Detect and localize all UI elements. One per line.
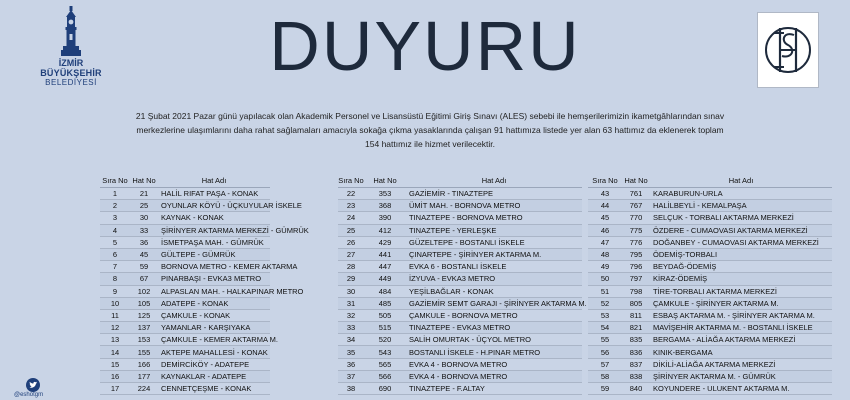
cell-hat-no: 515	[364, 322, 406, 334]
cell-hat-no: 353	[364, 188, 406, 200]
table-row	[100, 334, 270, 346]
column-header-hat-no: Hat No	[130, 173, 158, 188]
cell-hat-no: 795	[622, 248, 650, 260]
cell-hat-adi: ÖZDERE - CUMAOVASI AKTARMA MERKEZİ	[650, 224, 832, 236]
cell-sira-no: 45	[588, 212, 622, 224]
cell-hat-no: 566	[364, 370, 406, 382]
table-header-row	[588, 173, 832, 188]
cell-hat-adi: KİRAZ-ÖDEMİŞ	[650, 273, 832, 285]
cell-sira-no: 17	[100, 383, 130, 395]
table-row	[100, 297, 270, 309]
cell-sira-no: 26	[338, 236, 364, 248]
cell-hat-adi: ÖDEMİŞ-TORBALI	[650, 248, 832, 260]
table-row	[588, 346, 832, 358]
cell-hat-adi: MAVİŞEHİR AKTARMA M. - BOSTANLI İSKELE	[650, 322, 832, 334]
cell-hat-no: 153	[130, 334, 158, 346]
table-row	[338, 370, 582, 382]
column-header-hat-adi: Hat Adı	[406, 173, 582, 188]
route-table-3	[588, 173, 832, 395]
cell-sira-no: 23	[338, 200, 364, 212]
table-row	[588, 261, 832, 273]
cell-hat-adi: AKTEPE MAHALLESİ - KONAK	[158, 346, 270, 358]
cell-hat-adi: ÇAMKULE - BORNOVA METRO	[406, 309, 582, 321]
cell-hat-no: 543	[364, 346, 406, 358]
cell-sira-no: 57	[588, 358, 622, 370]
cell-hat-adi: ADATEPE - KONAK	[158, 297, 270, 309]
cell-sira-no: 56	[588, 346, 622, 358]
table-row	[588, 224, 832, 236]
cell-hat-no: 767	[622, 200, 650, 212]
table-row	[338, 261, 582, 273]
cell-hat-adi: TINAZTEPE - YERLEŞKE	[406, 224, 582, 236]
cell-hat-adi: EVKA 6 - BOSTANLI İSKELE	[406, 261, 582, 273]
cell-hat-no: 25	[130, 200, 158, 212]
cell-hat-no: 36	[130, 236, 158, 248]
cell-hat-no: 125	[130, 309, 158, 321]
cell-sira-no: 9	[100, 285, 130, 297]
table-row	[338, 334, 582, 346]
eshot-monogram-icon	[758, 13, 818, 87]
cell-hat-no: 166	[130, 358, 158, 370]
cell-sira-no: 29	[338, 273, 364, 285]
cell-hat-adi: YAMANLAR - KARŞIYAKA	[158, 322, 270, 334]
cell-hat-adi: OYUNLAR KÖYÜ - ÜÇKUYULAR İSKELE	[158, 200, 270, 212]
logo-city: İZMİR	[58, 58, 84, 68]
cell-sira-no: 8	[100, 273, 130, 285]
cell-hat-no: 770	[622, 212, 650, 224]
cell-hat-no: 485	[364, 297, 406, 309]
page-title: DUYURU	[269, 7, 581, 85]
cell-hat-no: 838	[622, 370, 650, 382]
cell-hat-no: 836	[622, 346, 650, 358]
table-row	[100, 236, 270, 248]
cell-sira-no: 55	[588, 334, 622, 346]
cell-hat-adi: GAZİEMİR - TINAZTEPE	[406, 188, 582, 200]
cell-hat-no: 837	[622, 358, 650, 370]
table-row	[588, 188, 832, 200]
cell-sira-no: 30	[338, 285, 364, 297]
table-row	[100, 261, 270, 273]
cell-sira-no: 2	[100, 200, 130, 212]
cell-sira-no: 28	[338, 261, 364, 273]
table-row	[100, 224, 270, 236]
cell-hat-no: 811	[622, 309, 650, 321]
cell-hat-adi: BEYDAĞ-ÖDEMİŞ	[650, 261, 832, 273]
cell-hat-no: 21	[130, 188, 158, 200]
cell-hat-adi: ÇAMKULE - ŞİRİNYER AKTARMA M.	[650, 297, 832, 309]
cell-hat-adi: YEŞİLBAĞLAR - KONAK	[406, 285, 582, 297]
table-row	[338, 309, 582, 321]
cell-hat-no: 105	[130, 297, 158, 309]
cell-sira-no: 15	[100, 358, 130, 370]
cell-hat-adi: ÇINARTEPE - ŞİRİNYER AKTARMA M.	[406, 248, 582, 260]
table-row	[338, 322, 582, 334]
cell-sira-no: 34	[338, 334, 364, 346]
cell-hat-adi: EVKA 4 - BORNOVA METRO	[406, 370, 582, 382]
cell-hat-no: 137	[130, 322, 158, 334]
column-header-sira-no: Sıra No	[588, 173, 622, 188]
cell-sira-no: 7	[100, 261, 130, 273]
cell-hat-adi: KAYNAK - KONAK	[158, 212, 270, 224]
cell-hat-no: 155	[130, 346, 158, 358]
cell-hat-adi: ŞİRİNYER AKTARMA M. - GÜMRÜK	[650, 370, 832, 382]
table-row	[100, 346, 270, 358]
cell-hat-adi: SALİH OMURTAK - ÜÇYOL METRO	[406, 334, 582, 346]
table-row	[588, 383, 832, 395]
cell-sira-no: 36	[338, 358, 364, 370]
cell-sira-no: 13	[100, 334, 130, 346]
table-row	[588, 297, 832, 309]
cell-sira-no: 58	[588, 370, 622, 382]
cell-hat-no: 761	[622, 188, 650, 200]
cell-hat-no: 177	[130, 370, 158, 382]
cell-sira-no: 37	[338, 370, 364, 382]
cell-hat-adi: GAZİEMİR SEMT GARAJI - ŞİRİNYER AKTARMA M.	[406, 297, 582, 309]
cell-sira-no: 33	[338, 322, 364, 334]
column-header-hat-no: Hat No	[364, 173, 406, 188]
table-row	[338, 273, 582, 285]
table-row	[588, 358, 832, 370]
cell-hat-adi: ÜMİT MAH. - BORNOVA METRO	[406, 200, 582, 212]
table-row	[100, 188, 270, 200]
cell-hat-no: 797	[622, 273, 650, 285]
cell-hat-adi: BORNOVA METRO - KEMER AKTARMA	[158, 261, 270, 273]
cell-hat-adi: TİRE-TORBALI AKTARMA MERKEZİ	[650, 285, 832, 297]
table-row	[338, 200, 582, 212]
table-row	[338, 188, 582, 200]
cell-hat-adi: ÇAMKULE - KEMER AKTARMA M.	[158, 334, 270, 346]
cell-sira-no: 43	[588, 188, 622, 200]
table-row	[588, 236, 832, 248]
cell-hat-no: 798	[622, 285, 650, 297]
column-header-sira-no: Sıra No	[100, 173, 130, 188]
cell-hat-adi: ŞİRİNYER AKTARMA MERKEZİ - GÜMRÜK	[158, 224, 270, 236]
cell-hat-adi: ALPASLAN MAH. - HALKAPINAR METRO	[158, 285, 270, 297]
cell-hat-adi: İSMETPAŞA MAH. - GÜMRÜK	[158, 236, 270, 248]
table-row	[338, 236, 582, 248]
column-header-hat-adi: Hat Adı	[650, 173, 832, 188]
cell-sira-no: 6	[100, 248, 130, 260]
cell-hat-no: 821	[622, 322, 650, 334]
cell-hat-no: 447	[364, 261, 406, 273]
cell-hat-no: 449	[364, 273, 406, 285]
cell-sira-no: 53	[588, 309, 622, 321]
announcement-text: 21 Şubat 2021 Pazar günü yapılacak olan Akademik Personel ve Lisansüstü Eğitimi Giriş Sınavı (ALES) sebebi ile hemşerilerimizin ikametgâhlarından sınav merkezlerine ulaşımlarını daha rahat sağlamaları amacıyla sokağa çıkma yasaklarında çalışan 91 hattımıza listede yer alan 63 hattımız da eklenerek toplam 154 hattımız ile hizmet verilecektir.	[135, 111, 725, 149]
cell-hat-no: 690	[364, 383, 406, 395]
table-row	[100, 370, 270, 382]
cell-hat-adi: DİKİLİ-ALİAĞA AKTARMA MERKEZİ	[650, 358, 832, 370]
table-row	[588, 212, 832, 224]
cell-hat-no: 390	[364, 212, 406, 224]
table-row	[100, 285, 270, 297]
twitter-handle: @eshotgm	[14, 392, 44, 398]
twitter-icon	[26, 378, 40, 392]
cell-hat-adi: DOĞANBEY - CUMAOVASI AKTARMA MERKEZİ	[650, 236, 832, 248]
table-row	[588, 273, 832, 285]
cell-sira-no: 31	[338, 297, 364, 309]
cell-hat-adi: KAYNAKLAR - ADATEPE	[158, 370, 270, 382]
table-row	[100, 383, 270, 395]
table-row	[338, 383, 582, 395]
column-header-sira-no: Sıra No	[338, 173, 364, 188]
cell-hat-no: 67	[130, 273, 158, 285]
table-header-row	[338, 173, 582, 188]
table-row	[588, 200, 832, 212]
cell-hat-adi: KOYUNDERE - ULUKENT AKTARMA M.	[650, 383, 832, 395]
cell-sira-no: 1	[100, 188, 130, 200]
cell-sira-no: 27	[338, 248, 364, 260]
table-row	[100, 273, 270, 285]
cell-hat-adi: İZYUVA - EVKA3 METRO	[406, 273, 582, 285]
cell-hat-no: 840	[622, 383, 650, 395]
table-row	[100, 212, 270, 224]
twitter-link[interactable]	[14, 378, 52, 400]
logo-municipality: BELEDİYESİ	[45, 78, 97, 87]
route-table-2	[338, 173, 587, 395]
cell-sira-no: 5	[100, 236, 130, 248]
cell-sira-no: 25	[338, 224, 364, 236]
cell-sira-no: 50	[588, 273, 622, 285]
logo-metropolitan: BÜYÜKŞEHİR	[40, 68, 102, 78]
cell-hat-adi: ESBAŞ AKTARMA M. - ŞİRİNYER AKTARMA M.	[650, 309, 832, 321]
cell-hat-no: 33	[130, 224, 158, 236]
table-row	[338, 297, 582, 309]
cell-hat-no: 796	[622, 261, 650, 273]
cell-hat-no: 224	[130, 383, 158, 395]
table-row	[338, 285, 582, 297]
cell-sira-no: 46	[588, 224, 622, 236]
cell-hat-no: 776	[622, 236, 650, 248]
table-row	[338, 224, 582, 236]
cell-hat-no: 412	[364, 224, 406, 236]
table-row	[588, 370, 832, 382]
cell-sira-no: 14	[100, 346, 130, 358]
column-header-hat-adi: Hat Adı	[158, 173, 270, 188]
route-table-1	[100, 173, 309, 395]
cell-hat-adi: BOSTANLI İSKELE - H.PINAR METRO	[406, 346, 582, 358]
cell-hat-adi: PINARBAŞI - EVKA3 METRO	[158, 273, 270, 285]
cell-sira-no: 47	[588, 236, 622, 248]
cell-hat-adi: ÇAMKULE - KONAK	[158, 309, 270, 321]
cell-hat-adi: TINAZTEPE - EVKA3 METRO	[406, 322, 582, 334]
cell-sira-no: 24	[338, 212, 364, 224]
cell-sira-no: 16	[100, 370, 130, 382]
cell-hat-no: 520	[364, 334, 406, 346]
cell-hat-adi: SELÇUK - TORBALI AKTARMA MERKEZİ	[650, 212, 832, 224]
cell-sira-no: 51	[588, 285, 622, 297]
table-row	[588, 285, 832, 297]
table-row	[338, 248, 582, 260]
cell-hat-no: 484	[364, 285, 406, 297]
table-row	[588, 248, 832, 260]
table-row	[338, 346, 582, 358]
table-row	[100, 309, 270, 321]
cell-hat-adi: EVKA 4 - BORNOVA METRO	[406, 358, 582, 370]
cell-sira-no: 48	[588, 248, 622, 260]
cell-hat-no: 805	[622, 297, 650, 309]
table-row	[588, 322, 832, 334]
cell-hat-adi: KARABURUN-URLA	[650, 188, 832, 200]
cell-hat-no: 775	[622, 224, 650, 236]
cell-sira-no: 54	[588, 322, 622, 334]
eshot-logo	[757, 12, 819, 88]
cell-sira-no: 22	[338, 188, 364, 200]
cell-hat-no: 441	[364, 248, 406, 260]
cell-sira-no: 49	[588, 261, 622, 273]
cell-hat-adi: CENNETÇEŞME - KONAK	[158, 383, 270, 395]
cell-hat-no: 102	[130, 285, 158, 297]
cell-hat-no: 429	[364, 236, 406, 248]
cell-sira-no: 32	[338, 309, 364, 321]
cell-hat-adi: DEMİRCİKÖY - ADATEPE	[158, 358, 270, 370]
cell-hat-adi: BERGAMA - ALİAĞA AKTARMA MERKEZİ	[650, 334, 832, 346]
cell-hat-adi: GÜZELTEPE - BOSTANLI İSKELE	[406, 236, 582, 248]
column-header-hat-no: Hat No	[622, 173, 650, 188]
table-row	[100, 200, 270, 212]
cell-hat-adi: HALİLBEYLİ - KEMALPAŞA	[650, 200, 832, 212]
cell-hat-no: 45	[130, 248, 158, 260]
cell-sira-no: 44	[588, 200, 622, 212]
cell-sira-no: 11	[100, 309, 130, 321]
cell-sira-no: 12	[100, 322, 130, 334]
cell-hat-adi: GÜLTEPE - GÜMRÜK	[158, 248, 270, 260]
cell-hat-adi: TINAZTEPE - BORNOVA METRO	[406, 212, 582, 224]
table-header-row	[100, 173, 270, 188]
cell-hat-no: 505	[364, 309, 406, 321]
table-row	[338, 212, 582, 224]
cell-hat-no: 368	[364, 200, 406, 212]
cell-sira-no: 35	[338, 346, 364, 358]
table-row	[588, 334, 832, 346]
cell-hat-adi: KINIK-BERGAMA	[650, 346, 832, 358]
cell-hat-adi: HALİL RIFAT PAŞA - KONAK	[158, 188, 270, 200]
table-row	[100, 248, 270, 260]
cell-sira-no: 10	[100, 297, 130, 309]
cell-sira-no: 59	[588, 383, 622, 395]
cell-sira-no: 38	[338, 383, 364, 395]
cell-hat-no: 835	[622, 334, 650, 346]
table-row	[100, 322, 270, 334]
cell-sira-no: 52	[588, 297, 622, 309]
cell-sira-no: 4	[100, 224, 130, 236]
table-row	[588, 309, 832, 321]
cell-hat-no: 59	[130, 261, 158, 273]
cell-hat-no: 30	[130, 212, 158, 224]
table-row	[338, 358, 582, 370]
table-row	[100, 358, 270, 370]
cell-hat-adi: TINAZTEPE - F.ALTAY	[406, 383, 582, 395]
cell-hat-no: 565	[364, 358, 406, 370]
cell-sira-no: 3	[100, 212, 130, 224]
